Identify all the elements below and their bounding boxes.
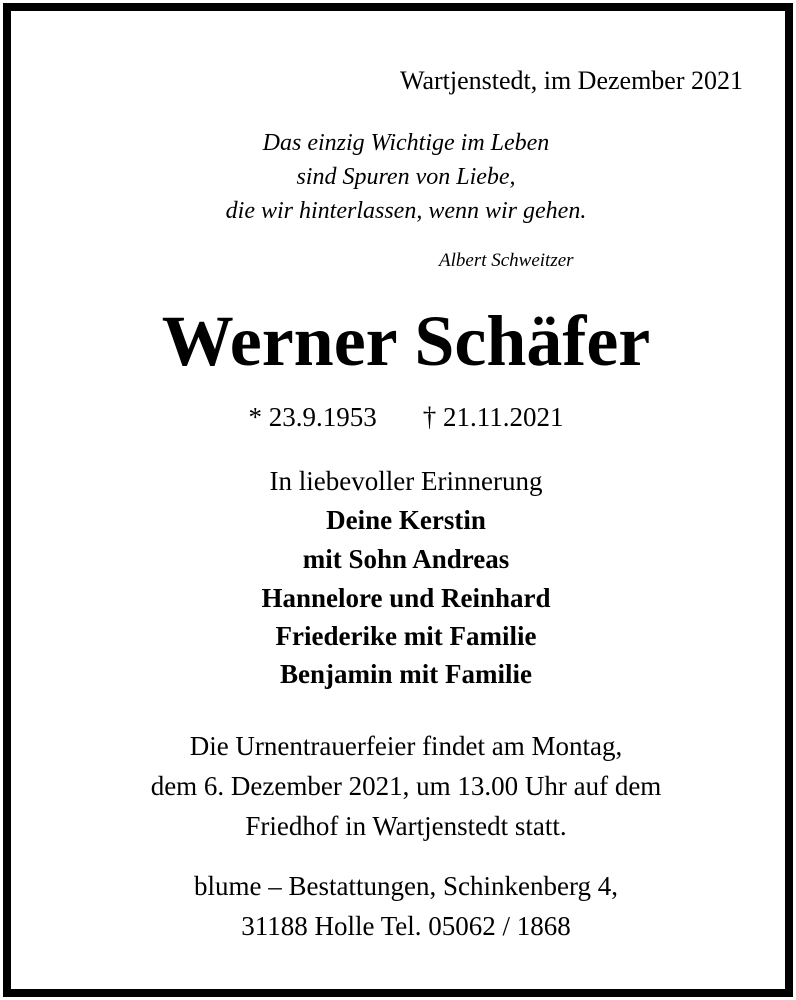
obituary-frame bbox=[3, 3, 793, 997]
life-dates bbox=[11, 404, 796, 431]
place-date: Wartjenstedt, im Dezember 2021 bbox=[399, 66, 743, 95]
mourner-name: Deine Kerstin bbox=[326, 505, 486, 535]
quote-line-3: die wir hinterlassen, wenn wir gehen. bbox=[225, 198, 587, 224]
quote-line-2: sind Spuren von Liebe, bbox=[296, 164, 516, 190]
mourner-name: Benjamin mit Familie bbox=[280, 659, 532, 689]
quote-line-1: Das einzig Wichtige im Leben bbox=[262, 130, 550, 156]
mourner-name: Friederike mit Familie bbox=[275, 621, 537, 651]
ceremony-line-2: dem 6. Dezember 2021, um 13.00 Uhr auf dem bbox=[150, 771, 662, 801]
quote-author: Albert Schweitzer bbox=[439, 250, 574, 271]
funeral-home-line-1: blume – Bestattungen, Schinkenberg 4, bbox=[194, 871, 618, 901]
death-date: † 21.11.2021 bbox=[422, 402, 564, 432]
ceremony-line-3: Friedhof in Wartjenstedt statt. bbox=[245, 811, 567, 841]
birth-date: * 23.9.1953 bbox=[248, 402, 377, 432]
mourner-name: mit Sohn Andreas bbox=[302, 544, 510, 574]
ceremony-line-1: Die Urnentrauerfeier findet am Montag, bbox=[189, 731, 623, 761]
funeral-home-line-2: 31188 Holle Tel. 05062 / 1868 bbox=[241, 911, 571, 941]
mourners-intro: In liebevoller Erinnerung bbox=[269, 466, 543, 496]
mourner-name: Hannelore und Reinhard bbox=[261, 583, 551, 613]
deceased-name: Werner Schäfer bbox=[161, 301, 651, 381]
